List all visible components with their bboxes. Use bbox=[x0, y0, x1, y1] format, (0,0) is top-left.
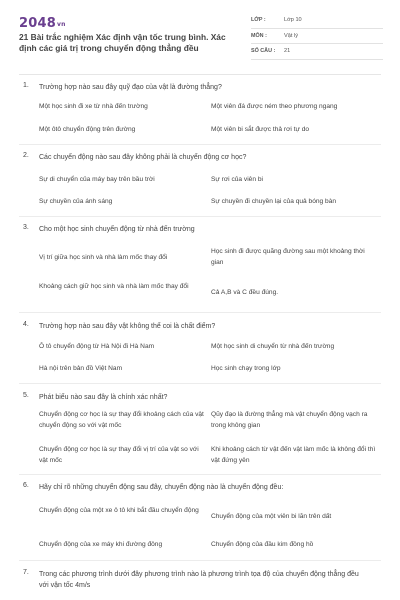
meta-class-value: Lớp 10 bbox=[284, 17, 302, 24]
question-divider bbox=[19, 383, 381, 384]
question-text: Trường hợp nào sau đây vật không thể coi là chất điểm? bbox=[39, 323, 216, 330]
question-number: 2. bbox=[23, 152, 29, 159]
meta-info bbox=[251, 13, 383, 60]
question-number: 6. bbox=[23, 482, 29, 489]
question-text: Cho một học sinh chuyển động từ nhà đến trường bbox=[39, 226, 195, 233]
option-a[interactable]: Chuyển động cơ học là sự thay đổi khoảng cách của vật chuyển động so với vật mốc bbox=[39, 411, 204, 429]
option-a[interactable]: Chuyển động của một xe ô tô khi bắt đầu chuyển động bbox=[39, 507, 199, 514]
question-text: Trường hợp nào sau đây quỹ đạo của vật là đường thẳng? bbox=[39, 84, 222, 91]
option-c[interactable]: Một ôtô chuyển động trên đường bbox=[39, 126, 136, 133]
option-b[interactable]: Sự rơi của viên bi bbox=[211, 176, 263, 183]
option-b[interactable]: Học sinh đi được quãng đường sau một khoảng thời gian bbox=[211, 248, 365, 266]
meta-count-value: 21 bbox=[284, 48, 291, 55]
question-text: Hãy chỉ rõ những chuyển động sau đây, chuyển động nào là chuyển động đều: bbox=[39, 484, 284, 491]
option-c[interactable]: Sự chuyền của ánh sáng bbox=[39, 198, 113, 205]
option-d[interactable]: Một viên bi sắt được thả rơi tự do bbox=[211, 126, 310, 133]
page-header bbox=[0, 0, 400, 68]
question-divider bbox=[19, 144, 381, 145]
option-b[interactable]: Một học sinh di chuyển từ nhà đến trường bbox=[211, 343, 335, 350]
option-c[interactable]: Chuyển động của xe máy khi đường đông bbox=[39, 541, 163, 548]
option-d[interactable]: Chuyển động của đầu kim đồng hồ bbox=[211, 541, 314, 548]
page-title: 21 Bài trắc nghiệm Xác định vận tốc trung bình. Xác định các giá trị trong chuyển động thẳng đều bbox=[19, 32, 226, 53]
question-number: 3. bbox=[23, 224, 29, 231]
option-b[interactable]: Một viên đá được ném theo phương ngang bbox=[211, 103, 338, 110]
meta-count-row bbox=[251, 44, 383, 60]
option-c[interactable]: Chuyển động cơ học là sự thay đổi vị trí của vật so với vật mốc bbox=[39, 446, 199, 464]
header-divider bbox=[19, 74, 381, 75]
option-b[interactable]: Qũy đạo là đường thẳng mà vật chuyển động vạch ra trong không gian bbox=[211, 411, 368, 429]
option-b[interactable]: Chuyển động của một viên bi lăn trên dất bbox=[211, 513, 332, 520]
question-number: 4. bbox=[23, 321, 29, 328]
question-number: 5. bbox=[23, 392, 29, 399]
question-number: 1. bbox=[23, 82, 29, 89]
option-a[interactable]: Một học sinh đi xe từ nhà đến trường bbox=[39, 103, 148, 110]
meta-subject-label: MÔN : bbox=[251, 32, 267, 39]
question-text: Các chuyển động nào sau đây không phải là chuyển động cơ học? bbox=[39, 154, 247, 161]
question-text: Phát biểu nào sau đây là chính xác nhất? bbox=[39, 394, 168, 401]
option-d[interactable]: Cả A,B và C đều đúng. bbox=[211, 289, 279, 296]
option-a[interactable]: Ô tô chuyển động từ Hà Nội đi Hà Nam bbox=[39, 343, 155, 350]
question-text: Trong các phương trình dưới đây phương trình nào là phương trình tọa độ của chuyển động thẳng đều với vận tốc 4m/s bbox=[39, 571, 359, 589]
option-d[interactable]: Khi khoảng cách từ vật đến vật làm mốc là không đổi thì vật đứng yên bbox=[211, 446, 376, 464]
question-divider bbox=[19, 560, 381, 561]
meta-subject-row bbox=[251, 29, 383, 45]
option-a[interactable]: Vị trí giữa học sinh và nhà làm mốc thay đổi bbox=[39, 254, 168, 261]
question-divider bbox=[19, 312, 381, 313]
option-a[interactable]: Sự di chuyển của máy bay trên bầu trời bbox=[39, 176, 155, 183]
question-divider bbox=[19, 216, 381, 217]
meta-subject-value: Vật lý bbox=[284, 32, 298, 39]
meta-class-label: LỚP : bbox=[251, 17, 266, 24]
option-d[interactable]: Học sinh chạy trong lớp bbox=[211, 365, 281, 372]
question-number: 7. bbox=[23, 569, 29, 576]
option-c[interactable]: Hà nội trên bản đồ Việt Nam bbox=[39, 365, 123, 372]
meta-class-row bbox=[251, 13, 383, 29]
option-c[interactable]: Khoảng cách giữ học sinh và nhà làm mốc thay đổi bbox=[39, 283, 189, 290]
question-divider bbox=[19, 474, 381, 475]
option-d[interactable]: Sự chuyền đi chuyền lại của quả bóng bàn bbox=[211, 198, 337, 205]
meta-count-label: SỐ CÂU : bbox=[251, 48, 276, 55]
site-logo[interactable]: 2048vn bbox=[19, 16, 66, 31]
